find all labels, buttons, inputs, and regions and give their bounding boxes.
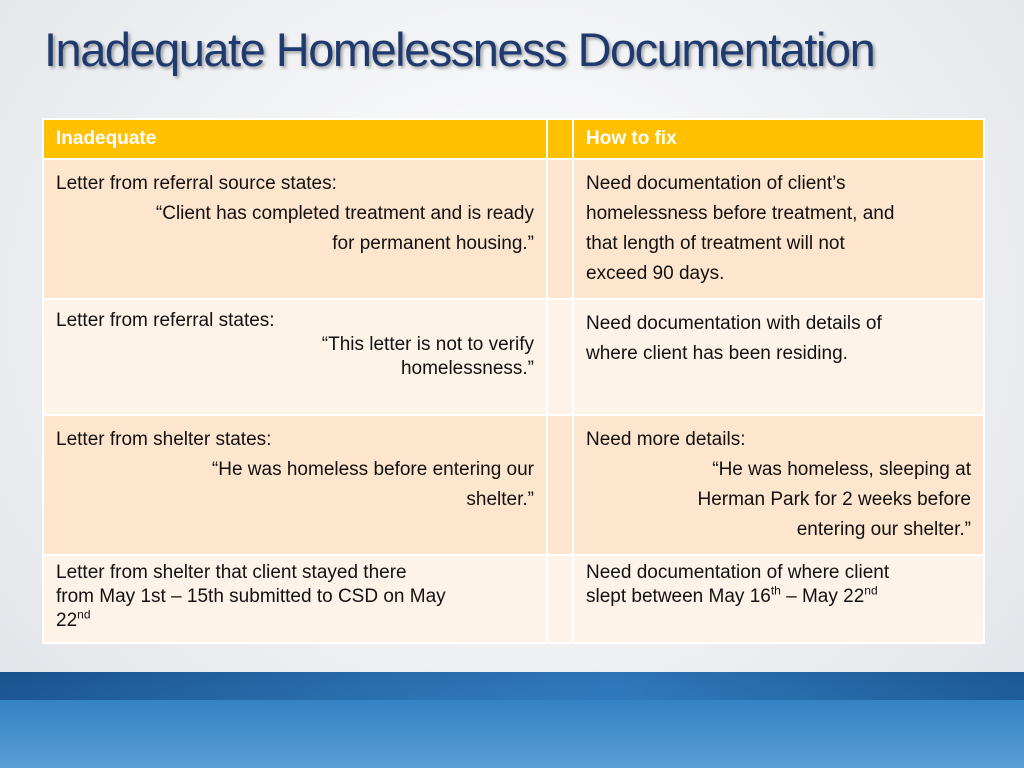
cell-text: Letter from shelter states: bbox=[56, 429, 272, 450]
table-row bbox=[43, 555, 984, 643]
cell-text: exceed 90 days. bbox=[586, 263, 725, 284]
cell-text: from May 1st – 15th submitted to CSD on May bbox=[56, 586, 446, 607]
slide-title: Inadequate Homelessness Documentation bbox=[44, 23, 875, 76]
cell-spacer bbox=[547, 299, 573, 415]
cell-how-to-fix bbox=[573, 555, 984, 643]
header-inadequate: Inadequate bbox=[43, 119, 547, 159]
cell-text-part: 22 bbox=[56, 610, 78, 631]
cell-text bbox=[586, 585, 971, 609]
quote-text: Herman Park for 2 weeks before bbox=[697, 489, 971, 510]
cell-text: Letter from referral states: bbox=[56, 310, 275, 331]
table-header-row bbox=[43, 119, 984, 159]
cell-inadequate bbox=[43, 415, 547, 555]
cell-text: Need documentation of client’s bbox=[586, 173, 846, 194]
cell-inadequate bbox=[43, 555, 547, 643]
quote-text: shelter.” bbox=[466, 489, 534, 510]
footer-band bbox=[0, 672, 1024, 768]
cell-how-to-fix bbox=[573, 159, 984, 299]
cell-text-part: – May 22 bbox=[780, 586, 865, 607]
table-row bbox=[43, 299, 984, 415]
quote-text: entering our shelter.” bbox=[796, 519, 971, 540]
table-row bbox=[43, 159, 984, 299]
quote-text: “He was homeless, sleeping at bbox=[712, 459, 971, 480]
cell-text: Letter from referral source states: bbox=[56, 173, 337, 194]
cell-text: where client has been residing. bbox=[586, 343, 848, 364]
cell-text: that length of treatment will not bbox=[586, 233, 845, 254]
quote-text: “He was homeless before entering our bbox=[211, 459, 534, 480]
cell-text: homelessness before treatment, and bbox=[586, 203, 895, 224]
cell-how-to-fix bbox=[573, 299, 984, 415]
cell-text: Need more details: bbox=[586, 429, 746, 450]
cell-text: Need documentation of where client bbox=[586, 562, 890, 583]
cell-text bbox=[56, 609, 534, 633]
ordinal-suffix: nd bbox=[77, 607, 91, 622]
ordinal-suffix: th bbox=[770, 583, 781, 598]
cell-text: Letter from shelter that client stayed there bbox=[56, 562, 407, 583]
quote-text: for permanent housing.” bbox=[332, 233, 534, 254]
cell-text-part: slept between May 16 bbox=[586, 586, 771, 607]
cell-text: Need documentation with details of bbox=[586, 313, 882, 334]
cell-how-to-fix bbox=[573, 415, 984, 555]
header-spacer bbox=[547, 119, 573, 159]
cell-spacer bbox=[547, 555, 573, 643]
table-row bbox=[43, 415, 984, 555]
quote-text: “Client has completed treatment and is ready bbox=[155, 203, 534, 224]
ordinal-suffix: nd bbox=[864, 583, 878, 598]
cell-inadequate bbox=[43, 299, 547, 415]
documentation-table bbox=[42, 118, 983, 644]
cell-spacer bbox=[547, 159, 573, 299]
cell-spacer bbox=[547, 415, 573, 555]
quote-text: “This letter is not to verify bbox=[321, 334, 534, 355]
header-how-to-fix: How to fix bbox=[573, 119, 984, 159]
quote-text: homelessness.” bbox=[400, 358, 534, 379]
cell-inadequate bbox=[43, 159, 547, 299]
